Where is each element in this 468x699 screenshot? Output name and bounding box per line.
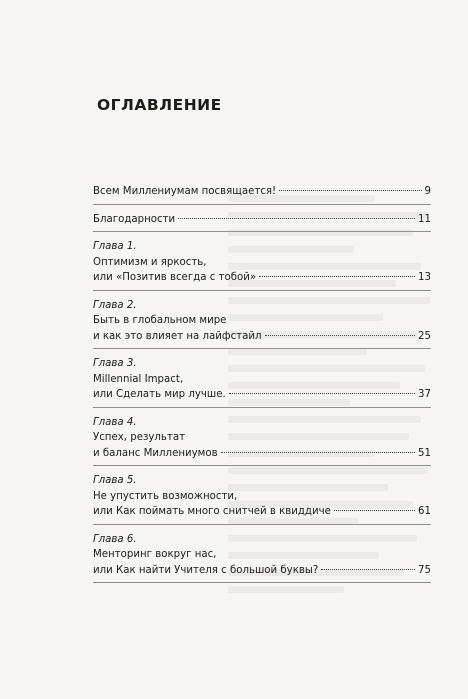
- entry-line: [93, 255, 431, 271]
- entry-line: [93, 184, 431, 200]
- toc-entry[interactable]: [93, 184, 431, 205]
- entry-line: [93, 489, 431, 505]
- page-number: 11: [418, 213, 431, 225]
- chapter-label: Глава 1.: [93, 241, 137, 252]
- dot-leader: [259, 276, 415, 277]
- entry-line: [93, 212, 431, 228]
- toc-entry[interactable]: [93, 525, 431, 584]
- chapter-label: Глава 2.: [93, 299, 137, 311]
- toc-entry[interactable]: [93, 205, 431, 233]
- entry-title: Успех, результат: [93, 432, 186, 443]
- page-number: 75: [418, 564, 431, 576]
- entry-title: Менторинг вокруг нас,: [93, 549, 217, 560]
- entry-title: или Сделать мир лучше.: [93, 389, 226, 400]
- page-number: 61: [418, 506, 431, 517]
- toc-title: ОГЛАВЛЕНИЕ: [97, 96, 222, 114]
- page-number: 37: [418, 389, 431, 400]
- dot-leader: [229, 393, 415, 394]
- chapter-label: Глава 3.: [93, 358, 137, 369]
- entry-title: или Как найти Учителя с большой буквы?: [93, 564, 319, 576]
- entry-title: или Как поймать много снитчей в квиддиче: [93, 506, 331, 517]
- toc-entry[interactable]: [93, 408, 431, 467]
- chapter-label: Глава 4.: [93, 416, 137, 428]
- dot-leader: [334, 510, 415, 511]
- entry-line: [93, 547, 431, 563]
- toc-entry[interactable]: [93, 291, 431, 350]
- entry-line: [93, 329, 431, 345]
- page-number: 25: [418, 330, 431, 342]
- dot-leader: [265, 335, 416, 336]
- entry-title: Благодарности: [93, 213, 176, 225]
- table-of-contents: [93, 184, 431, 583]
- dot-leader: [221, 452, 415, 453]
- entry-line: [93, 446, 431, 462]
- entry-title: Быть в глобальном мире: [93, 315, 227, 326]
- toc-entry[interactable]: [93, 349, 431, 408]
- entry-line: [93, 504, 431, 520]
- entry-line: [93, 563, 431, 579]
- chapter-label: Глава 5.: [93, 475, 137, 486]
- entry-title: Не упустить возможности,: [93, 490, 238, 502]
- entry-title: Millennial Impact,: [93, 373, 184, 385]
- page-number: 51: [418, 447, 431, 459]
- dot-leader: [321, 569, 415, 570]
- page-number: 9: [424, 186, 431, 197]
- entry-line: [93, 372, 431, 388]
- entry-line: [93, 270, 431, 286]
- entry-title: Оптимизм и яркость,: [93, 256, 207, 268]
- entry-line: [93, 430, 431, 446]
- page-number: 13: [418, 272, 431, 283]
- entry-title: и баланс Миллениумов: [93, 447, 218, 459]
- entry-line: [93, 313, 431, 329]
- entry-title: Всем Миллениумам посвящается!: [93, 186, 277, 197]
- entry-title: и как это влияет на лайфстайл: [93, 330, 262, 342]
- toc-entry[interactable]: [93, 466, 431, 525]
- dot-leader: [279, 190, 421, 191]
- entry-title: или «Позитив всегда с тобой»: [93, 272, 257, 283]
- entry-line: [93, 387, 431, 403]
- dot-leader: [178, 218, 415, 219]
- chapter-label: Глава 6.: [93, 533, 137, 545]
- toc-entry[interactable]: [93, 232, 431, 291]
